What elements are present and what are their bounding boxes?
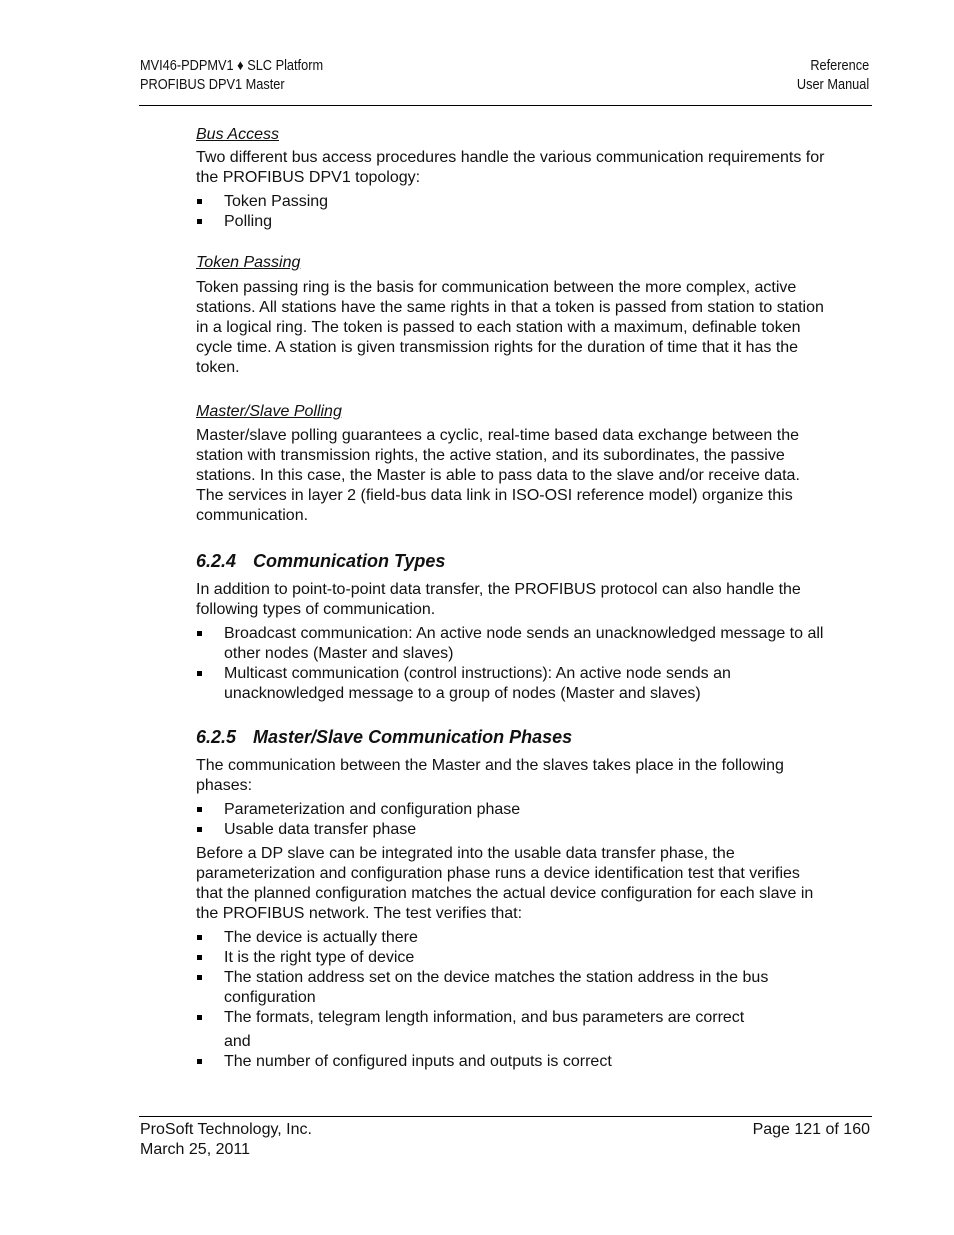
bullet-icon bbox=[197, 1015, 202, 1020]
master-slave-polling-text: Master/slave polling guarantees a cyclic, real-time based data exchange between the station with transmission rights, the active station, and its subordinates, the passive stations. In this case, the Master is able to pass data to the slave and/or receive data. The services in layer 2 (field-bus data link in ISO-OSI reference model) organize this communication. bbox=[196, 427, 800, 524]
list-item: The number of configured inputs and outputs is correct bbox=[196, 1052, 826, 1072]
footer-date: March 25, 2011 bbox=[140, 1141, 250, 1158]
list-item: Token Passing bbox=[196, 192, 826, 212]
list-item: Multicast communication (control instructions): An active node sends an unacknowledged message to a group of nodes (Master and slaves) bbox=[196, 664, 826, 704]
running-header-right bbox=[797, 57, 869, 95]
token-passing-heading: Token Passing bbox=[196, 254, 301, 271]
header-divider bbox=[139, 105, 872, 106]
header-section: Reference bbox=[810, 58, 869, 74]
bus-access-text: Two different bus access procedures handle the various communication requirements for the PROFIBUS DPV1 topology: bbox=[196, 149, 825, 186]
header-subtitle: PROFIBUS DPV1 Master bbox=[140, 77, 285, 93]
section-6-2-4-heading: 6.2.4 Communication Types bbox=[196, 551, 446, 571]
bullet-icon bbox=[197, 807, 202, 812]
header-product: MVI46-PDPMV1 ♦ SLC Platform bbox=[140, 58, 324, 74]
header-manual: User Manual bbox=[796, 77, 869, 93]
footer-company: ProSoft Technology, Inc. bbox=[140, 1121, 312, 1138]
conjunction-text: and bbox=[224, 1033, 251, 1050]
section-6-2-5-heading: 6.2.5 Master/Slave Communication Phases bbox=[196, 727, 573, 747]
list-item: The formats, telegram length information, and bus parameters are correct and bbox=[196, 1008, 826, 1052]
footer-left bbox=[140, 1120, 312, 1160]
section-6-2-4-text: In addition to point-to-point data transfer, the PROFIBUS protocol can also handle the following types of communication. bbox=[196, 581, 801, 618]
running-header-left bbox=[140, 57, 323, 95]
bullet-icon bbox=[197, 935, 202, 940]
verification-list bbox=[196, 928, 826, 1072]
bullet-icon bbox=[197, 199, 202, 204]
list-item: Broadcast communication: An active node sends an unacknowledged message to all other nodes (Master and slaves) bbox=[196, 624, 826, 664]
bullet-icon bbox=[197, 219, 202, 224]
list-item: The station address set on the device matches the station address in the bus configuration bbox=[196, 968, 826, 1008]
page-body bbox=[196, 125, 826, 1072]
footer-divider bbox=[139, 1116, 872, 1117]
phases-list bbox=[196, 800, 826, 840]
bus-access-list bbox=[196, 192, 826, 232]
section-6-2-5-text: The communication between the Master and the slaves takes place in the following phases: bbox=[196, 757, 784, 794]
list-item: It is the right type of device bbox=[196, 948, 826, 968]
bullet-icon bbox=[197, 671, 202, 676]
list-item: Parameterization and configuration phase bbox=[196, 800, 826, 820]
bullet-icon bbox=[197, 955, 202, 960]
bullet-icon bbox=[197, 631, 202, 636]
list-item: The device is actually there bbox=[196, 928, 826, 948]
bullet-icon bbox=[197, 827, 202, 832]
list-item: Polling bbox=[196, 212, 826, 232]
list-item: Usable data transfer phase bbox=[196, 820, 826, 840]
page-number: Page 121 of 160 bbox=[752, 1121, 870, 1138]
master-slave-polling-heading: Master/Slave Polling bbox=[196, 403, 342, 420]
bus-access-heading: Bus Access bbox=[196, 126, 279, 143]
section-6-2-5-text-2: Before a DP slave can be integrated into the usable data transfer phase, the parameterization and configuration phase runs a device identification test that verifies that the planned configuration matches the actual device configuration for each slave in the PROFIBUS network. The test verifies that: bbox=[196, 845, 814, 922]
bullet-icon bbox=[197, 975, 202, 980]
token-passing-text: Token passing ring is the basis for communication between the more complex, active stations. All stations have the same rights in that a token is passed from station to station in a logical ring. The token is passed to each station with a maximum, definable token cycle time. A station is given transmission rights for the duration of time that it has the token. bbox=[196, 279, 824, 376]
bullet-icon bbox=[197, 1059, 202, 1064]
footer-right bbox=[753, 1120, 870, 1140]
communication-types-list bbox=[196, 624, 826, 704]
